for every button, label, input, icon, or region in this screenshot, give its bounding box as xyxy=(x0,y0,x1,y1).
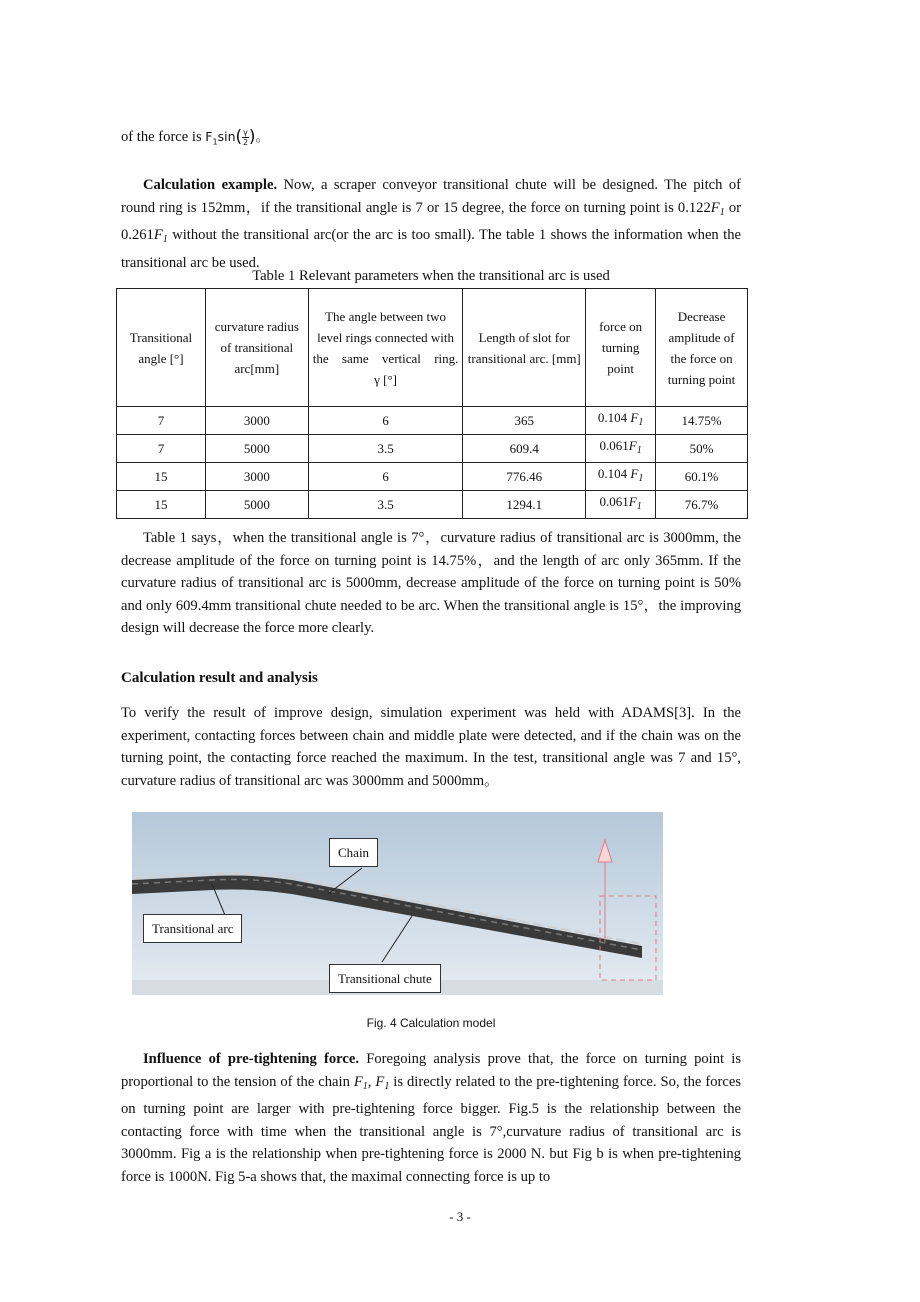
pretension-paragraph: Influence of pre-tightening force. Foregoing analysis prove that, the force on turning point is proportional to the tension of the chain $F_1$, $F_1$ is directly related to the pre-tightening force. So, the forces on turning point are larger with pre-tightening force bigger. Fig.5 is the relationship between the contacting force with time when the transitional angle is 7°,curvature radius of transitional arc is 3000mm. Fig a is the relationship when pre-tightening force is 2000 N. but Fig b is when pre-tightening force is 1000N. Fig 5-a shows that, the maximal connecting force is up to xyxy=(121,1051,742,1185)
transitional-chute-label: Transitional chute xyxy=(329,964,441,993)
table-row: 7 5000 3.5 609.4 $0.061F_1$ 50% xyxy=(117,435,748,463)
intro-line xyxy=(121,126,741,154)
header-slot-length: Length of slot for transitional arc. [mm] xyxy=(463,289,586,407)
force-formula: $F_1\sin$( $\frac{\gamma}{2}$ ) xyxy=(205,127,256,148)
header-curvature-radius: curvature radius of transitional arc[mm] xyxy=(205,289,308,407)
header-force: force on turning point xyxy=(586,289,656,407)
pretension-lead: Influence of pre-tightening force. xyxy=(143,1051,360,1067)
calculation-model-figure xyxy=(132,812,663,995)
header-transitional-angle: Transitional angle [°] xyxy=(117,289,206,407)
intro-suffix: 。 xyxy=(255,129,271,145)
table-row: 15 3000 6 776.46 0.104 $F_1$ 60.1% xyxy=(117,463,748,491)
section-heading: Calculation result and analysis xyxy=(121,670,318,686)
calculation-example-lead: Calculation example. xyxy=(143,177,278,193)
table-header-row xyxy=(117,289,748,407)
chain-label: Chain xyxy=(329,838,378,867)
page-number: - 3 - xyxy=(449,1209,471,1224)
calculation-example-paragraph: Calculation example. Now, a scraper conveyor transitional chute will be designed. The pitch of round ring is 152mm，if the transitional angle is 7 or 15 degree, the force on turning point is $0.122F_1$ or $0.261F_1$ without the transitional arc(or the arc is too small). The table 1 shows the information when the transitional arc be used. xyxy=(121,177,742,271)
intro-prefix: of the force is xyxy=(121,129,206,145)
header-ring-angle: The angle between two level rings connected with the same vertical ring. γ [°] xyxy=(308,289,463,407)
figure-caption: Fig. 4 Calculation model xyxy=(366,1016,496,1030)
transitional-arc-label: Transitional arc xyxy=(143,914,242,943)
table-row: 7 3000 6 365 0.104 $F_1$ 14.75% xyxy=(117,407,748,435)
table-row: 15 5000 3.5 1294.1 $0.061F_1$ 76.7% xyxy=(117,491,748,519)
table-caption: Table 1 Relevant parameters when the transitional arc is used xyxy=(252,268,610,284)
table-summary-paragraph: Table 1 says，when the transitional angle is 7°，curvature radius of transitional arc is 3000mm, the decrease amplitude of the force on turning point is 14.75%，and the length of arc only 365mm. If the curvature radius of transitional arc is 5000mm, decrease amplitude of the force on turning point is 50% and only 609.4mm transitional chute needed to be arc. When the transitional angle is 15°，the improving design will decrease the force more clearly. xyxy=(121,530,741,637)
parameters-table xyxy=(116,288,748,519)
header-decrease: Decrease amplitude of the force on turning point xyxy=(656,289,748,407)
result-paragraph: To verify the result of improve design, simulation experiment was held with ADAMS[3]. In the experiment, contacting forces between chain and middle plate were detected, and if the chain was on the turning point, the contacting force reached the maximum. In the test, transitional angle was 7 and 15°, curvature radius of transitional arc was 3000mm and 5000mm。 xyxy=(121,705,741,789)
header-ring-angle-symbol: γ [°] xyxy=(374,371,397,387)
